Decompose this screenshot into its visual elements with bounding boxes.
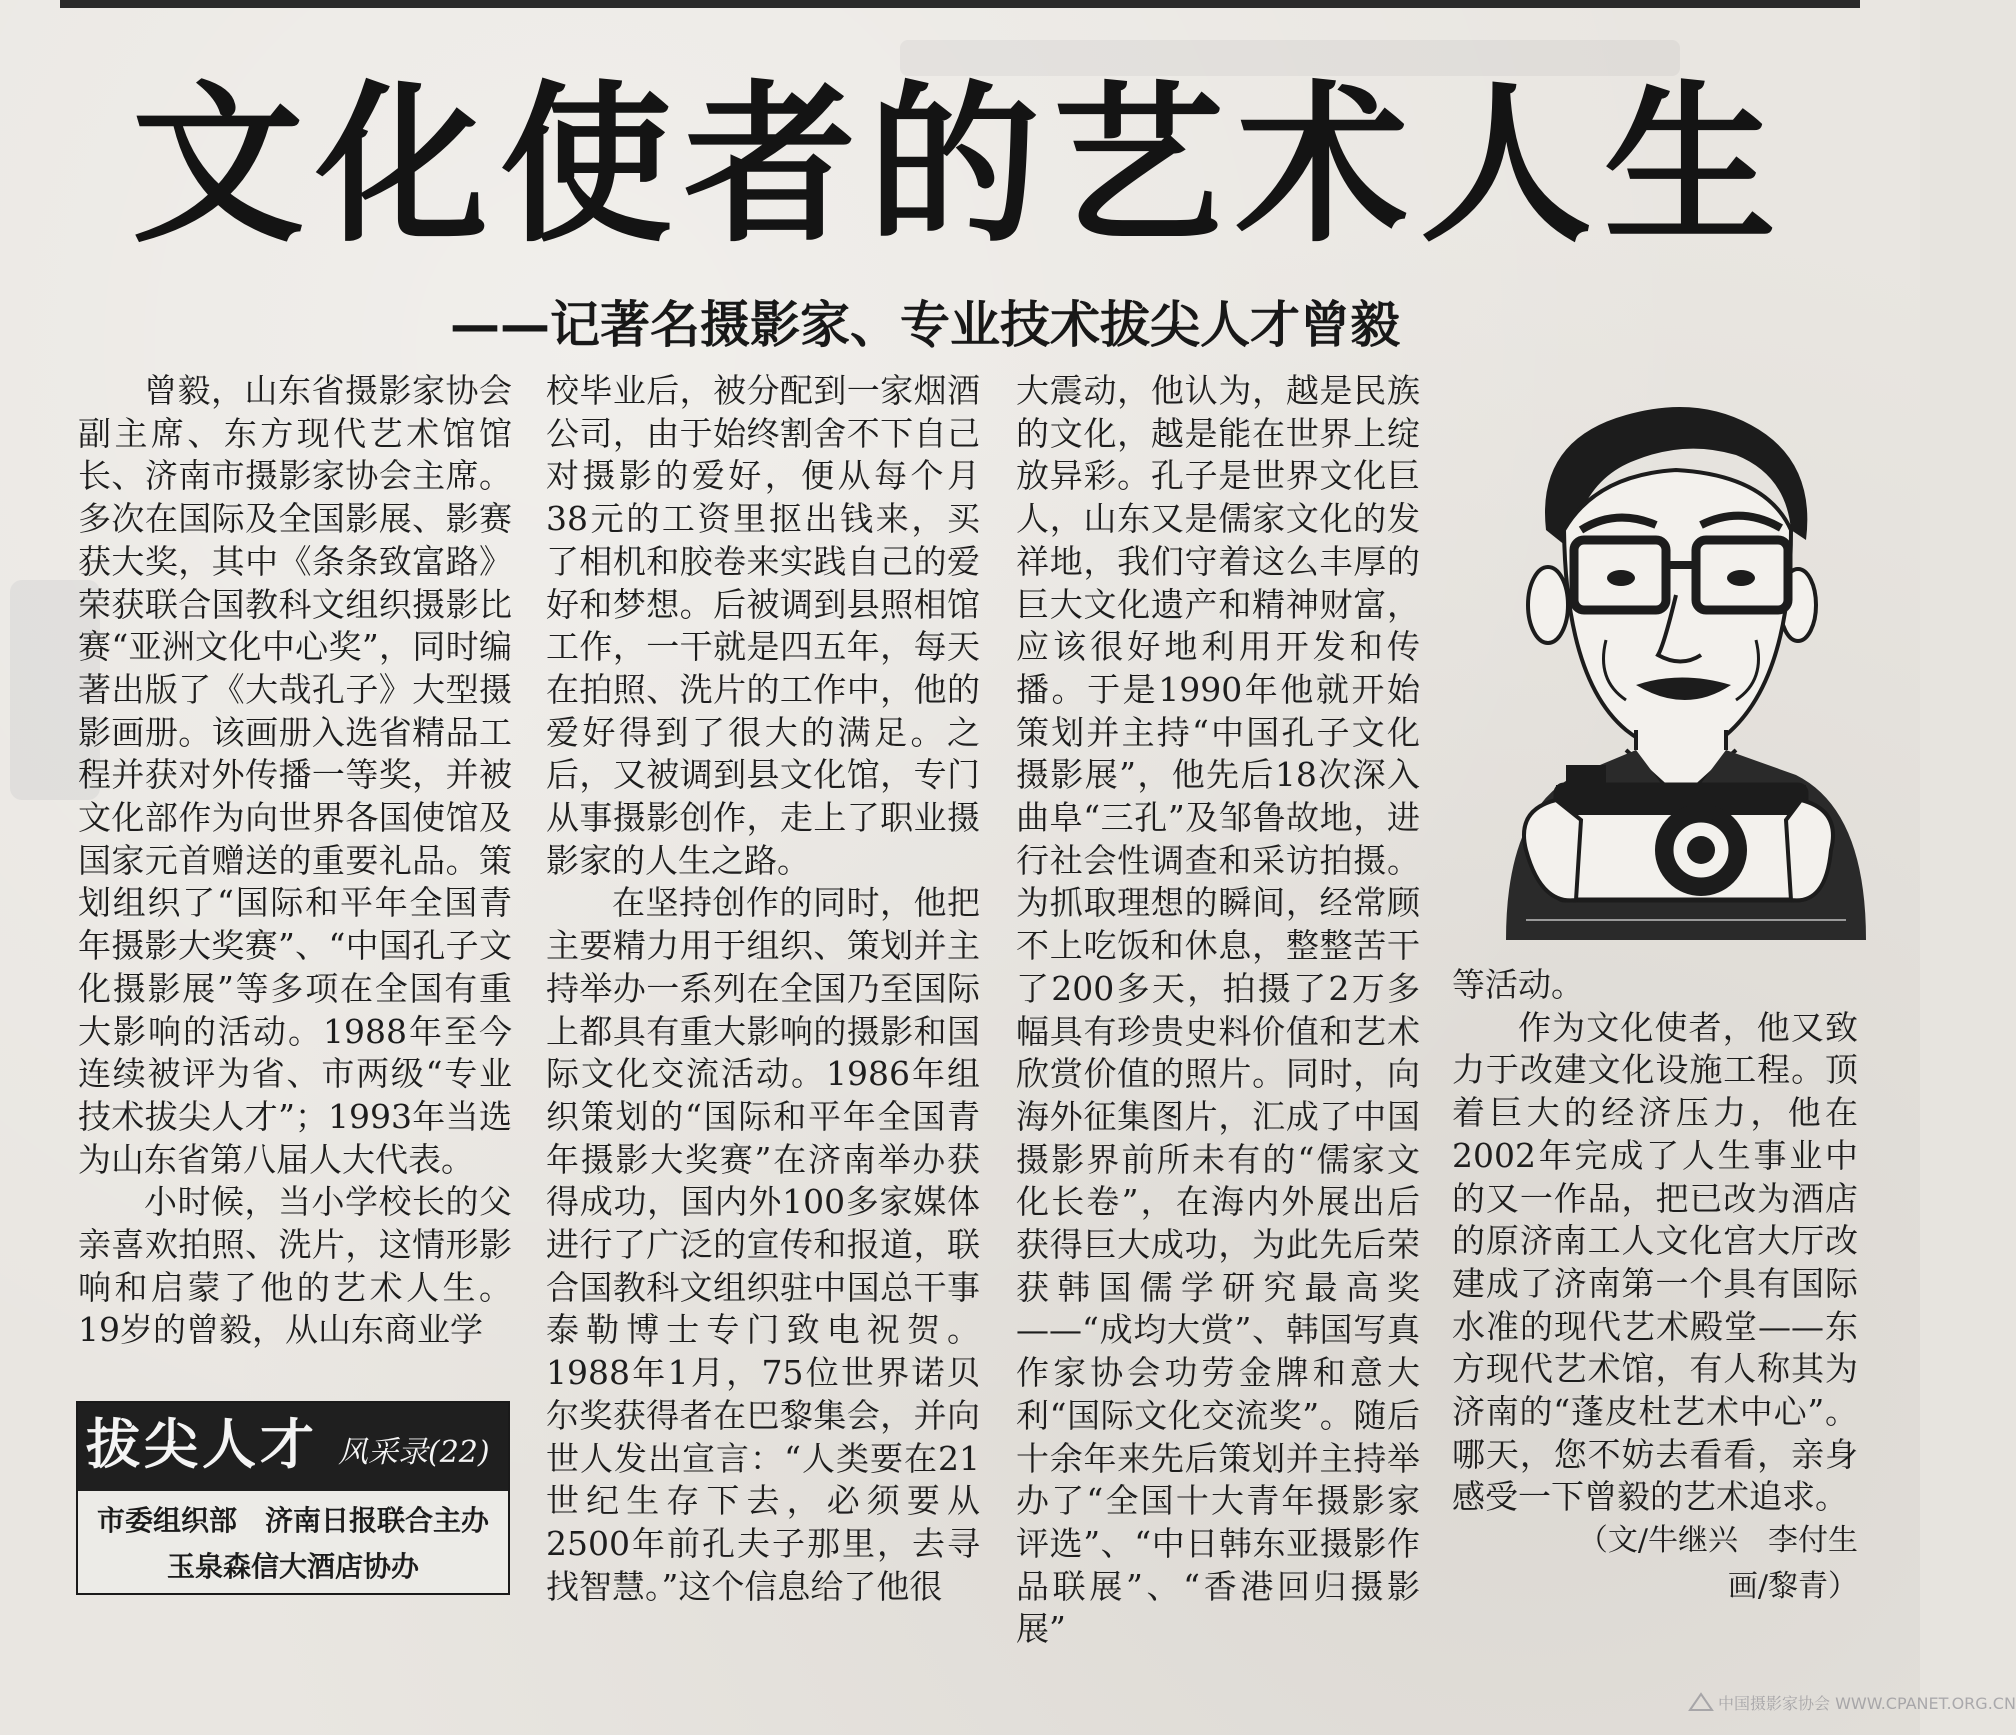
- column-box-co-organizer: 玉泉森信大酒店协办: [166, 1550, 419, 1583]
- column-box-header: [78, 1403, 508, 1491]
- article-column-1: [78, 370, 512, 1352]
- watermark-text: 中国摄影家协会 WWW.CPANET.ORG.CN: [1718, 1694, 2016, 1713]
- column-sponsor-box: [76, 1401, 510, 1595]
- paragraph: 校毕业后，被分配到一家烟酒公司，由于始终割舍不下自己对摄影的爱好，便从每个月38元的工资里抠出钱来，买了相机和胶卷来实践自己的爱好和梦想。后被调到县照相馆工作，一干就是四五年，每天在拍照、洗片的工作中，他的爱好得到了很大的满足。之后，又被调到县文化馆，专门从事摄影创作，走上了职业摄影家的人生之路。: [546, 371, 980, 880]
- subheadline: ——记著名摄影家、专业技术拔尖人才曾毅: [450, 296, 1400, 354]
- column-box-series: 风采录(22): [338, 1435, 490, 1470]
- byline: [1452, 1518, 1858, 1610]
- article-column-4: [1452, 964, 1858, 1519]
- article-column-3: [1016, 370, 1420, 1651]
- column-box-title: 拔尖人才: [86, 1412, 318, 1476]
- watermark-logo-icon: [1688, 1690, 1714, 1716]
- caricature-portrait: [1486, 380, 1880, 940]
- column-box-organizers: 市委组织部 济南日报联合主办: [96, 1504, 489, 1537]
- byline-illustrator: 画/黎青）: [1727, 1569, 1858, 1604]
- paragraph: 小时候，当小学校长的父亲喜欢拍照、洗片，这情形影响和启蒙了他的艺术人生。19岁的曾毅，从山东商业学: [78, 1182, 512, 1350]
- byline-writers: （文/牛继兴 李付生: [1577, 1523, 1858, 1558]
- paragraph: 作为文化使者，他又致力于改建文化设施工程。顶着巨大的经济压力，他在2002年完成了人生事业中的又一作品，把已改为酒店的原济南工人文化宫大厅改建成了济南第一个具有国际水准的现代艺术殿堂——东方现代艺术馆，有人称其为济南的“蓬皮杜艺术中心”。哪天，您不妨去看看，亲身感受一下曾毅的艺术追求。: [1452, 1007, 1858, 1517]
- article-column-2: [546, 370, 980, 1608]
- paragraph: 等活动。: [1452, 965, 1584, 1004]
- top-rule: [60, 0, 1860, 8]
- paragraph: 曾毅，山东省摄影家协会副主席、东方现代艺术馆馆长、济南市摄影家协会主席。多次在国际及全国影展、影赛获大奖，其中《条条致富路》荣获联合国教科文组织摄影比赛“亚洲文化中心奖”，同时编著出版了《大哉孔子》大型摄影画册。该画册入选省精品工程并获对外传播一等奖，并被文化部作为向世界各国使馆及国家元首赠送的重要礼品。策划组织了“国际和平年全国青年摄影大奖赛”、“中国孔子文化摄影展”等多项在全国有重大影响的活动。1988年至今连续被评为省、市两级“专业技术拔尖人才”；1993年当选为山东省第八届人大代表。: [78, 371, 512, 1179]
- headline: 文化使者的艺术人生: [132, 63, 1788, 266]
- paragraph: 大震动，他认为，越是民族的文化，越是能在世界上绽放异彩。孔子是世界文化巨人，山东又是儒家文化的发祥地，我们守着这么丰厚的巨大文化遗产和精神财富，应该很好地利用开发和传播。于是1990年他就开始策划并主持“中国孔子文化摄影展”，他先后18次深入曲阜“三孔”及邹鲁故地，进行社会性调查和采访拍摄。为抓取理想的瞬间，经常顾不上吃饭和休息，整整苦干了200多天，拍摄了2万多幅具有珍贵史料价值和艺术欣赏价值的照片。同时，向海外征集图片，汇成了中国摄影界前所未有的“儒家文化长卷”，在海内外展出后获得巨大成功，为此先后荣获韩国儒学研究最高奖——“成均大赏”、韩国写真作家协会功劳金牌和意大利“国际文化交流奖”。随后十余年来先后策划并主持举办了“全国十大青年摄影家评选”、“中日韩东亚摄影作品联展”、“香港回归摄影展”: [1016, 371, 1420, 1649]
- paragraph: 在坚持创作的同时，他把主要精力用于组织、策划并主持举办一系列在全国乃至国际上都具有重大影响的摄影和国际文化交流活动。1986年组织策划的“国际和平年全国青年摄影大奖赛”在济南举办获得成功，国内外100多家媒体进行了广泛的宣传和报道，联合国教科文组织驻中国总干事泰勒博士专门致电祝贺。1988年1月，75位世界诺贝尔奖获得者在巴黎集会，并向世人发出宣言：“人类要在21世纪生存下去，必须要从2500年前孔夫子那里，去寻找智慧。”这个信息给了他很: [546, 883, 980, 1606]
